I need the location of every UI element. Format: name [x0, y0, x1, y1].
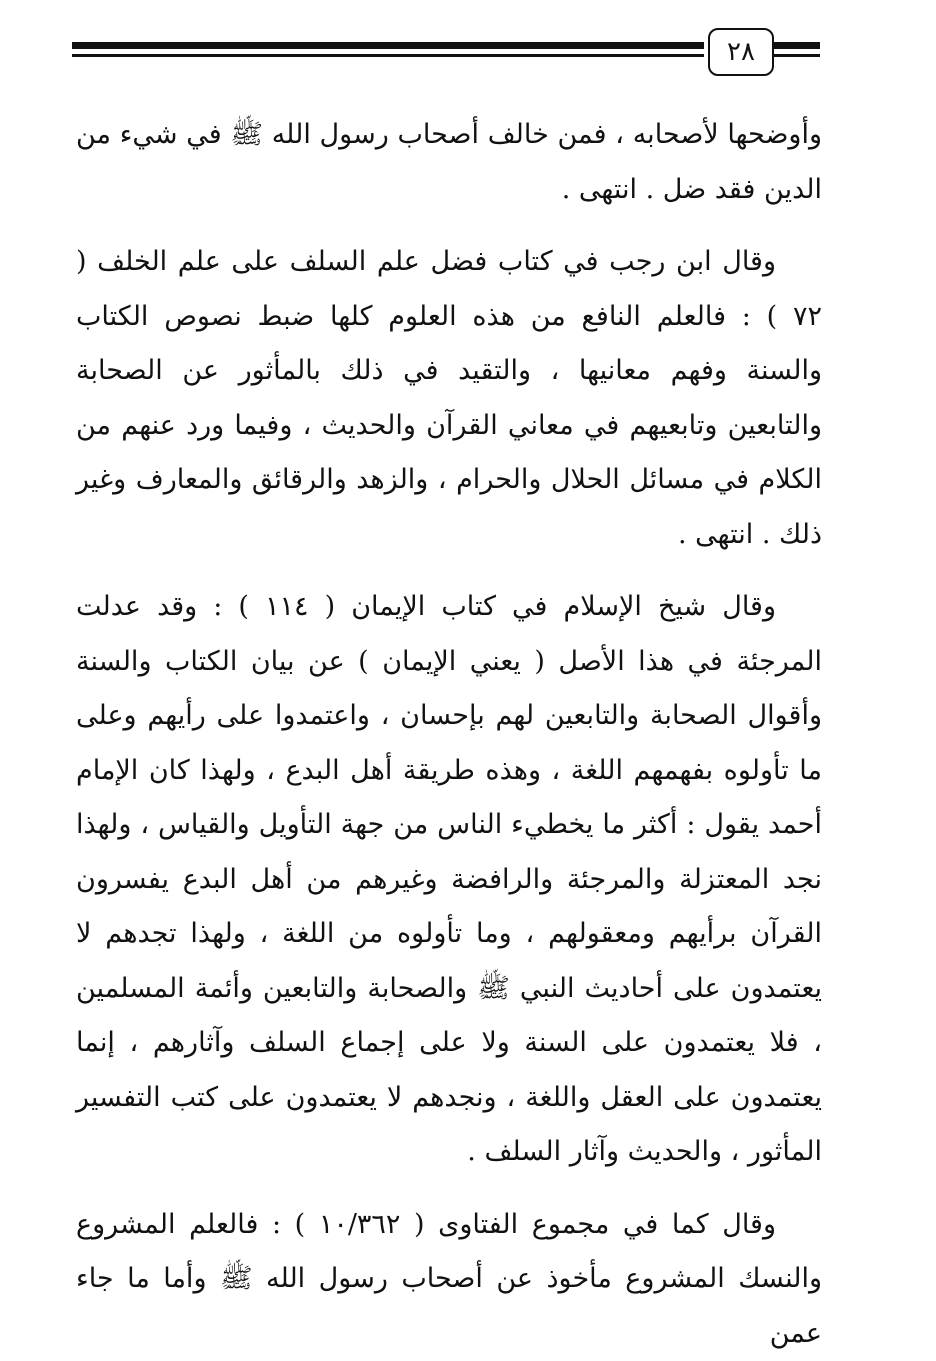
paragraph-majmu-fatawa-quote: وقال كما في مجموع الفتاوى ( ١٠/٣٦٢ ) : فالعلم المشروع والنسك المشروع مأخوذ عن أصحاب رسول الله ﷺ وأما ما جاء عمن [76, 1208, 822, 1349]
paragraph-continuation: وأوضحها لأصحابه ، فمن خالف أصحاب رسول الله ﷺ في شيء من الدين فقد ضل . انتهى . [76, 119, 822, 205]
page-number-box [708, 28, 774, 76]
paragraph-ibn-rajab-quote: وقال ابن رجب في كتاب فضل علم السلف على علم الخلف ( ٧٢ ) : فالعلم النافع من هذه العلوم كلها ضبط نصوص الكتاب والسنة وفهم معانيها ، والتقيد في ذلك بالمأثور عن الصحابة والتابعين وتابعيهم في معاني القرآن والحديث ، وفيما ورد عنهم من الكلام في مسائل الحلال والحرام ، والزهد والرقائق والمعارف وغير ذلك . انتهى . [76, 246, 822, 550]
header-rule-left-thin [72, 54, 704, 57]
header-rule-left-thick [72, 42, 704, 49]
header-rule-right-thick [772, 42, 820, 49]
paragraph-shaykh-al-islam-quote: وقال شيخ الإسلام في كتاب الإيمان ( ١١٤ ) : وقد عدلت المرجئة في هذا الأصل ( يعني الإيمان ) عن بيان الكتاب والسنة وأقوال الصحابة والتابعين لهم بإحسان ، واعتمدوا على رأيهم وعلى ما تأولوه بفهمهم اللغة ، وهذه طريقة أهل البدع ، ولهذا كان الإمام أحمد يقول : أكثر ما يخطيء الناس من جهة التأويل والقياس ، ولهذا نجد المعتزلة والمرجئة والرافضة وغيرهم من أهل البدع يفسرون القرآن برأيهم ومعقولهم ، وما تأولوه من اللغة ، ولهذا تجدهم لا يعتمدون على أحاديث النبي ﷺ والصحابة والتابعين وأئمة المسلمين ، فلا يعتمدون على السنة ولا على إجماع السلف وآثارهم ، إنما يعتمدون على العقل واللغة ، ونجدهم لا يعتمدون على كتب التفسير المأثور ، والحديث وآثار السلف . [76, 591, 822, 1167]
page-number: ٢٨ [727, 37, 755, 67]
page-header [72, 28, 820, 80]
header-rule-right-thin [772, 54, 820, 57]
page-body [76, 108, 822, 1361]
